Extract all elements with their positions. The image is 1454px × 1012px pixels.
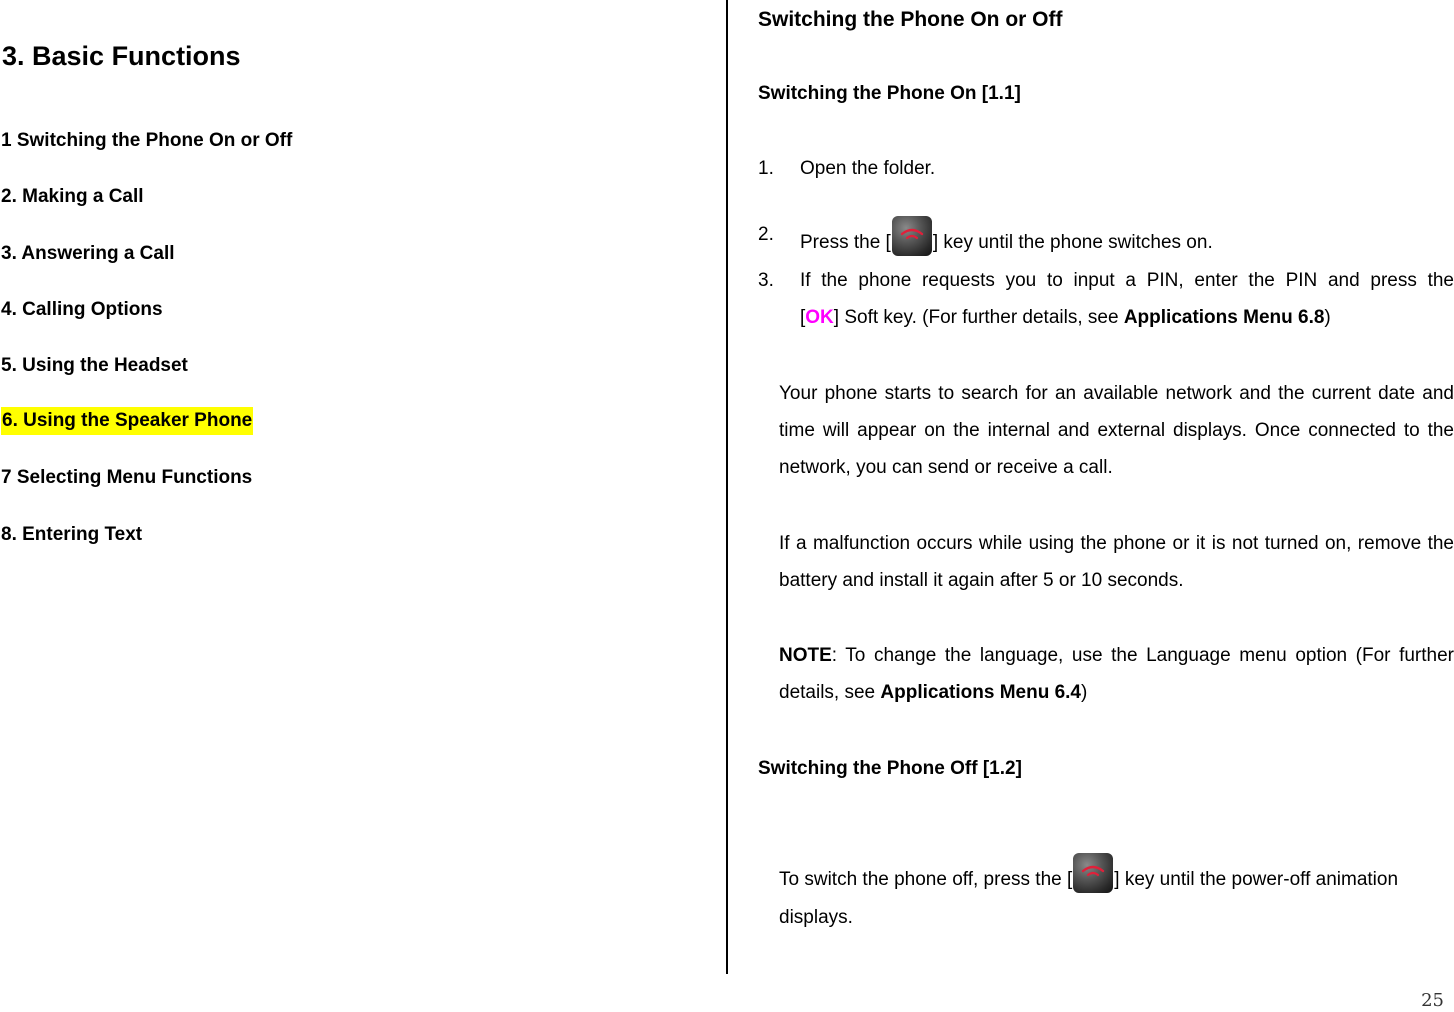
toc-item[interactable]: 7 Selecting Menu Functions	[1, 467, 253, 488]
end-key-icon	[1073, 853, 1113, 893]
off-instruction-line2: displays.	[779, 907, 853, 928]
step-text-line1: If the phone requests you to input a PIN, enter the PIN and press the	[800, 270, 1454, 291]
toc-item[interactable]: 4. Calling Options	[1, 299, 163, 320]
column-divider	[726, 0, 728, 974]
note-close: )	[1081, 682, 1088, 703]
paragraph-malfunction: If a malfunction occurs while using the phone or it is not turned on, remove the battery and install it again after 5 or 10 seconds.	[779, 533, 1454, 591]
paragraph-network: Your phone starts to search for an available network and the current date and time will appear on the internal and external displays. Once connected to the network, you can send or receive a call.	[779, 383, 1454, 478]
page-number: 25	[1421, 990, 1444, 1011]
menu-reference: Applications Menu 6.8	[1123, 307, 1325, 328]
section-title: Switching the Phone On or Off	[758, 8, 1063, 31]
toc-item-highlighted[interactable]: 6. Using the Speaker Phone	[1, 407, 253, 435]
subsection-title-on: Switching the Phone On [1.1]	[758, 83, 1021, 104]
off-instruction-line1	[779, 853, 1454, 899]
subsection-title-off: Switching the Phone Off [1.2]	[758, 758, 1022, 779]
step-number: 2.	[758, 224, 774, 245]
toc-item[interactable]: 5. Using the Headset	[1, 355, 188, 376]
step-text-before: Press the [	[800, 232, 891, 253]
ok-softkey-label: OK	[805, 307, 834, 328]
off-text-before: To switch the phone off, press the [	[779, 869, 1073, 890]
note-paragraph	[779, 637, 1454, 711]
step-number: 3.	[758, 270, 774, 291]
note-menu-reference: Applications Menu 6.4	[880, 682, 1081, 703]
off-text-after: ] key until the power-off animation	[1114, 869, 1399, 890]
toc-item[interactable]: 1 Switching the Phone On or Off	[1, 130, 293, 151]
chapter-title: 3. Basic Functions	[2, 41, 241, 71]
note-text: : To change the language, use the Language menu option (For further details, see	[779, 645, 1454, 703]
bracket-open: [	[800, 307, 806, 328]
step-text-mid: ] Soft key. (For further details, see	[833, 307, 1124, 328]
step-3-line2	[800, 299, 1331, 337]
toc-item[interactable]: 8. Entering Text	[1, 524, 143, 545]
step-text-after: ] key until the phone switches on.	[932, 232, 1213, 253]
bracket-close: )	[1324, 307, 1331, 328]
step-text: Open the folder.	[800, 158, 936, 179]
note-label: NOTE	[779, 645, 832, 666]
step-text	[800, 216, 1454, 262]
toc-item[interactable]: 3. Answering a Call	[1, 243, 175, 264]
end-key-icon	[892, 216, 932, 256]
toc-item[interactable]: 2. Making a Call	[1, 186, 144, 207]
step-number: 1.	[758, 158, 774, 179]
